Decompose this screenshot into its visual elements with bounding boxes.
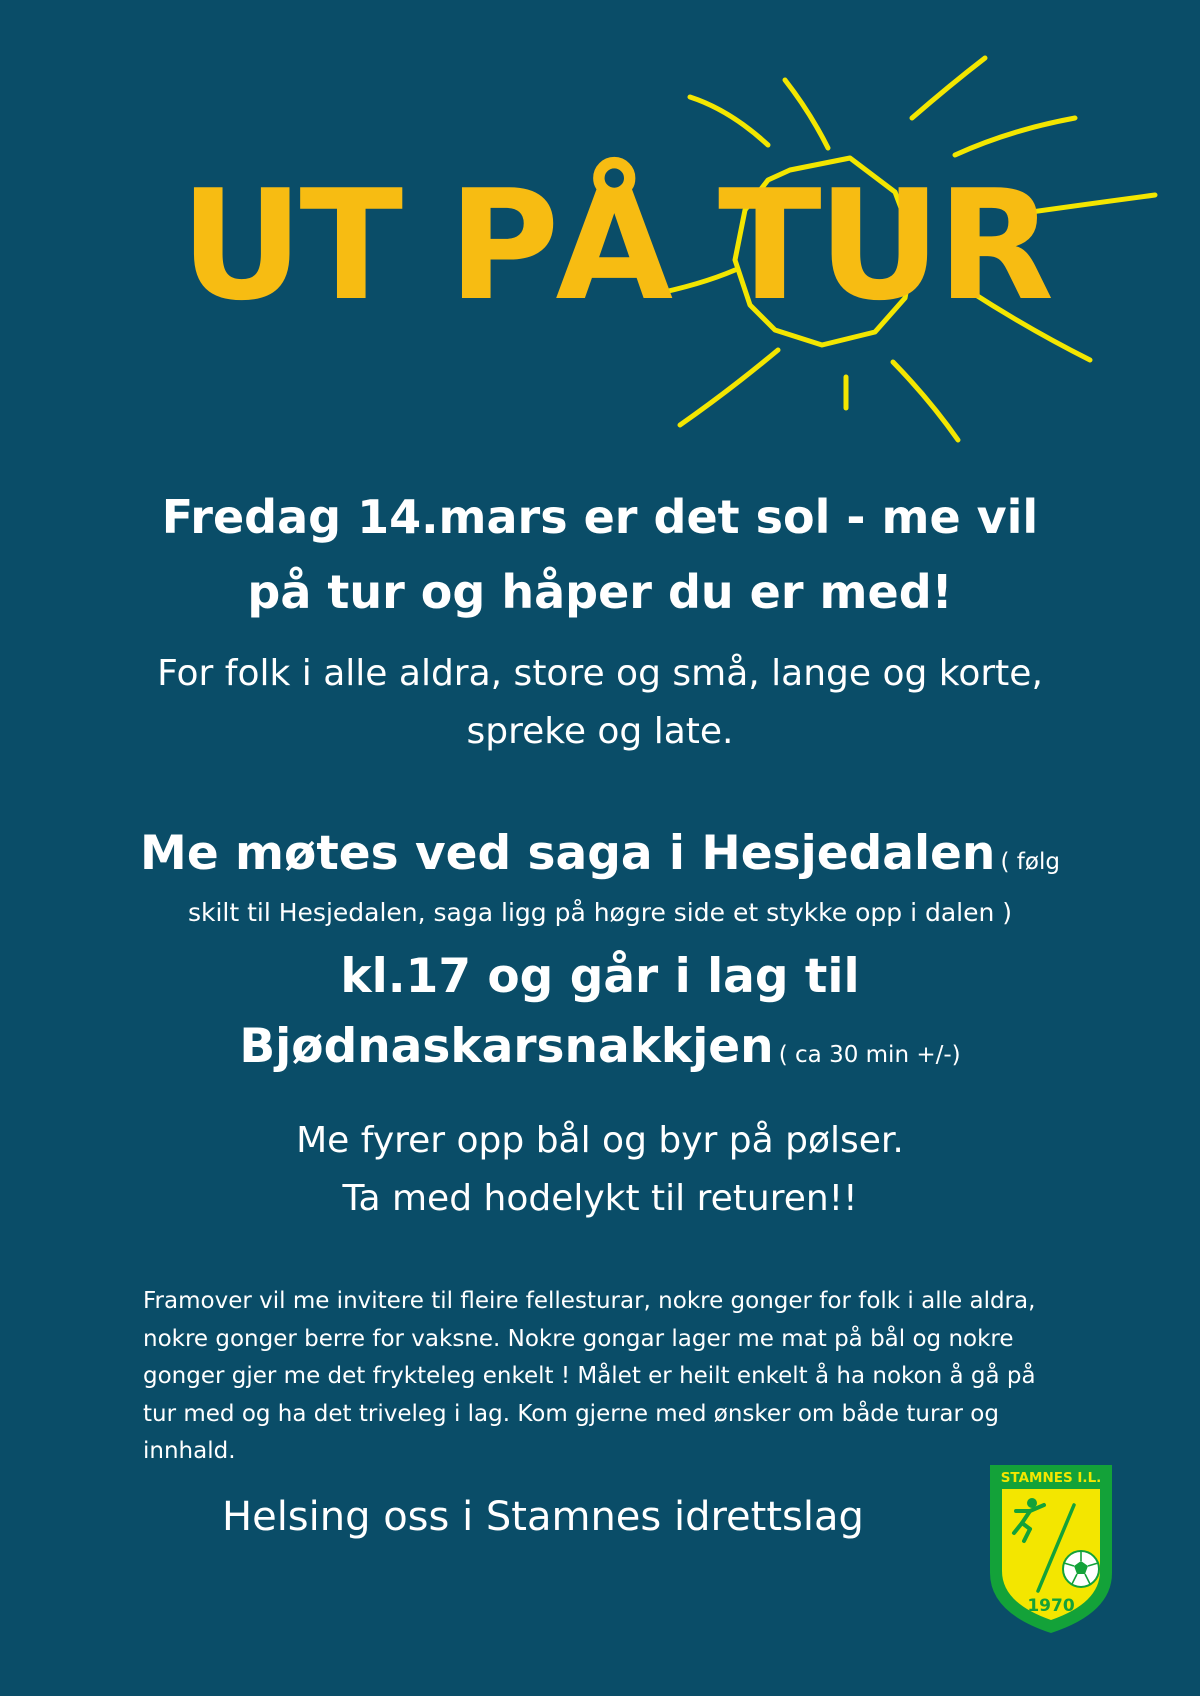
fire-line-2: Ta med hodelykt til returen!! [342, 1178, 858, 1219]
sun-ray [893, 362, 958, 440]
duration-note: ( ca 30 min +/-) [778, 1042, 961, 1068]
subline: For folk i alle aldra, store og små, lange og korte, spreke og late. [157, 653, 1043, 752]
meeting-place-line [0, 822, 1200, 896]
meeting-place-note: ( følg [1000, 849, 1060, 875]
destination: Bjødnaskarsnakkjen [239, 1019, 774, 1074]
destination-line [0, 1010, 1200, 1094]
sun-ray [955, 118, 1075, 155]
future-trips-paragraph: Framover vil me invitere til fleire fellesturar, nokre gonger for folk i alle aldra, nokre gonger berre for vaksne. Nokre gongar lager me mat på bål og nokre gonger gjer me det frykteleg enkelt ! Målet er heilt enkelt å ha nokon å gå på tur med og ha det triveleg i lag. Kom gjerne med ønsker om både turar og innhald. [143, 1288, 1036, 1464]
meeting-directions: skilt til Hesjedalen, saga ligg på høgre side et stykke opp i dalen ) [187, 898, 1013, 927]
football-icon [1063, 1551, 1099, 1587]
badge-name: STAMNES I.L. [1000, 1470, 1102, 1486]
fire-line-1: Me fyrer opp bål og byr på pølser. [296, 1120, 904, 1161]
sun-ray [785, 80, 828, 148]
meeting-time: kl.17 og går i lag til [340, 949, 860, 1004]
club-badge-logo [986, 1463, 1116, 1635]
headline: Fredag 14.mars er det sol - me vil på tur og håper du er med! [161, 490, 1039, 619]
fire-info [0, 1112, 1200, 1228]
sun-ray [690, 97, 768, 145]
poster-title: UT PÅ TUR [180, 157, 1051, 334]
badge-year: 1970 [1027, 1596, 1075, 1616]
closing-greeting: Helsing oss i Stamnes idrettslag [222, 1494, 864, 1540]
sun-ray [680, 350, 778, 425]
meeting-place: Me møtes ved saga i Hesjedalen [140, 826, 996, 881]
sun-ray [912, 58, 985, 118]
